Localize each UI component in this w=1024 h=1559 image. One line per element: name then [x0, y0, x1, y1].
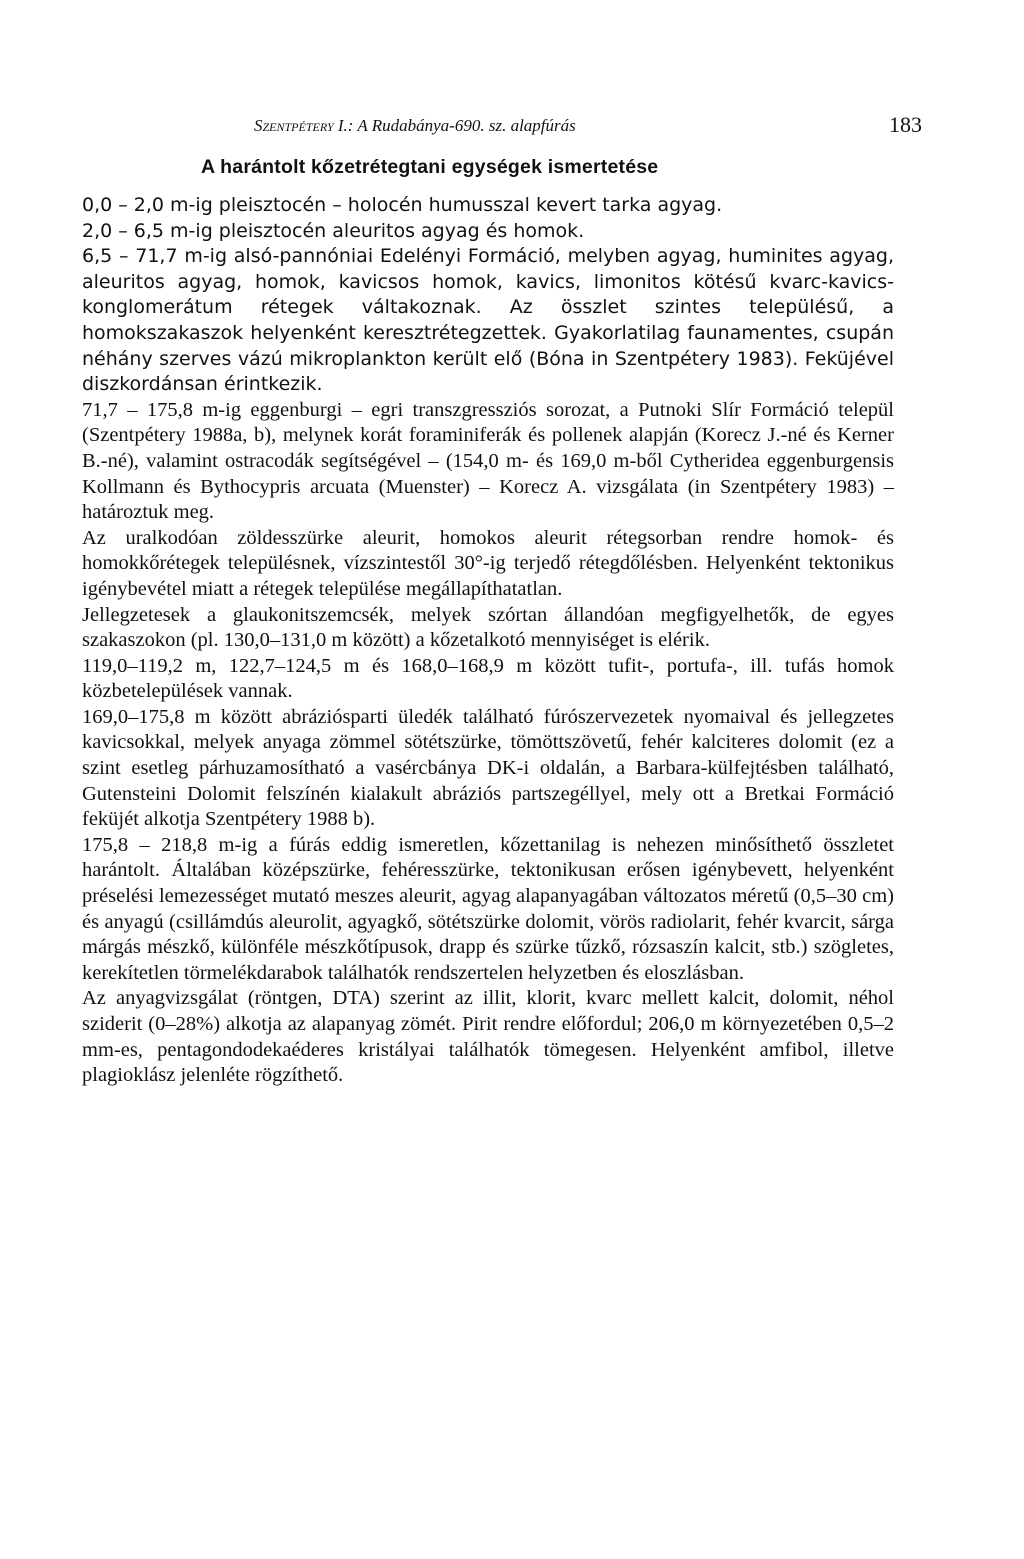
- section-title: A harántolt kőzetrétegtani egységek ismertetése: [201, 156, 659, 178]
- page: [82, 112, 922, 1089]
- page-number: 183: [889, 112, 922, 137]
- paragraph-6: Jellegzetesek a glaukonitszemcsék, melyek szórtan állandóan megfigyelhetők, de egyes szakaszokon (pl. 130,0–131,0 m között) a kőzetalkotó mennyiséget is elérik.: [82, 603, 894, 652]
- paragraph-4: 71,7 – 175,8 m-ig eggenburgi – egri transzgressziós sorozat, a Putnoki Slír Formáció települ (Szentpétery 1988a, b), melynek korát foraminiferák és pollenek alapján (Korecz J.-né és Kerner B.-né), valamint ostracodák segítségével – (154,0 m- és 169,0 m-ből Cytheridea eggenburgensis Kollmann és Bythocypris arcuata (Muenster) – Korecz A. vizsgálata (in Szentpétery 1983) – határoztuk meg.: [82, 398, 894, 524]
- running-header: [82, 112, 922, 144]
- paragraph-5: Az uralkodóan zöldesszürke aleurit, homokos aleurit rétegsorban rendre homok- és homokkőrétegek településnek, vízszintestől 30°-ig terjedő rétegdőlésben. Helyenként tektonikus igénybevétel miatt a rétegek települése megállapíthatatlan.: [82, 526, 894, 600]
- paragraph-2: 2,0 – 6,5 m-ig pleisztocén aleuritos agyag és homok.: [82, 219, 585, 242]
- paragraph-3: 6,5 – 71,7 m-ig alsó-pannóniai Edelényi Formáció, melyben agyag, huminites agyag, aleuritos agyag, homok, kavicsos homok, kavics, limonitos kötésű kvarc-kavics-konglomerátum rétegek váltakoznak. Az összlet szintes településű, a homokszakaszok helyenként keresztrétegzettek. Gyakorlatilag faunamentes, csupán néhány szerves vázú mikroplankton került elő (Bóna in Szentpétery 1983). Feküjével diszkordánsan érintkezik.: [82, 245, 894, 396]
- paragraph-10: Az anyagvizsgálat (röntgen, DTA) szerint az illit, klorit, kvarc mellett kalcit, dolomit, néhol sziderit (0–28%) alkotja az alapanyag zömét. Pirit rendre előfordul; 206,0 m környezetében 0,5–2 mm-es, pentagondodekaéderes kristályai találhatók tömegesen. Helyenként amfibol, illetve plagioklász jelenléte rögzíthető.: [82, 987, 894, 1087]
- header-author: Szentpétery I.:: [254, 116, 354, 135]
- paragraph-1: 0,0 – 2,0 m-ig pleisztocén – holocén humusszal kevert tarka agyag.: [82, 194, 723, 216]
- paragraph-9: 175,8 – 218,8 m-ig a fúrás eddig ismeretlen, kőzettanilag is nehezen minősíthető összletet harántolt. Általában középszürke, fehéresszürke, tektonikusan erősen igénybevett, helyenként préselési lemezességet mutató meszes aleurit, agyag alapanyagában változatos méretű (0,5–30 cm) és anyagú (csillámdús aleurolit, agyagkő, sötétszürke dolomit, vörös radiolarit, fehér kvarcit, sárga márgás mészkő, különféle mészkőtípusok, drapp és szürke tűzkő, rózsaszín kalcit, stb.) szögletes, kerekítetlen törmelékdarabok találhatók rendszertelen helyzetben és eloszlásban.: [82, 833, 894, 984]
- body-text: [82, 193, 894, 1089]
- paragraph-7: 119,0–119,2 m, 122,7–124,5 m és 168,0–168,9 m között tufit-, portufa-, ill. tufás homok közbetelepülések vannak.: [82, 654, 894, 703]
- paragraph-8: 169,0–175,8 m között abráziósparti üledék található fúrószervezetek nyomaival és jellegzetes kavicsokkal, melyek anyaga zömmel sötétszürke, tömöttszövetű, fehér kalciteres dolomit (ez a szint esetleg párhuzamosítható a vasércbánya DK-i oldalán, a Barbara-külfejtésben található, Gutensteini Dolomit felszínén kialakult abráziós partszegéllyel, mely ott a Bretkai Formáció feküjét alkotja Szentpétery 1988 b).: [82, 705, 894, 831]
- running-title: [254, 116, 576, 136]
- header-running-title: A Rudabánya-690. sz. alapfúrás: [357, 116, 576, 135]
